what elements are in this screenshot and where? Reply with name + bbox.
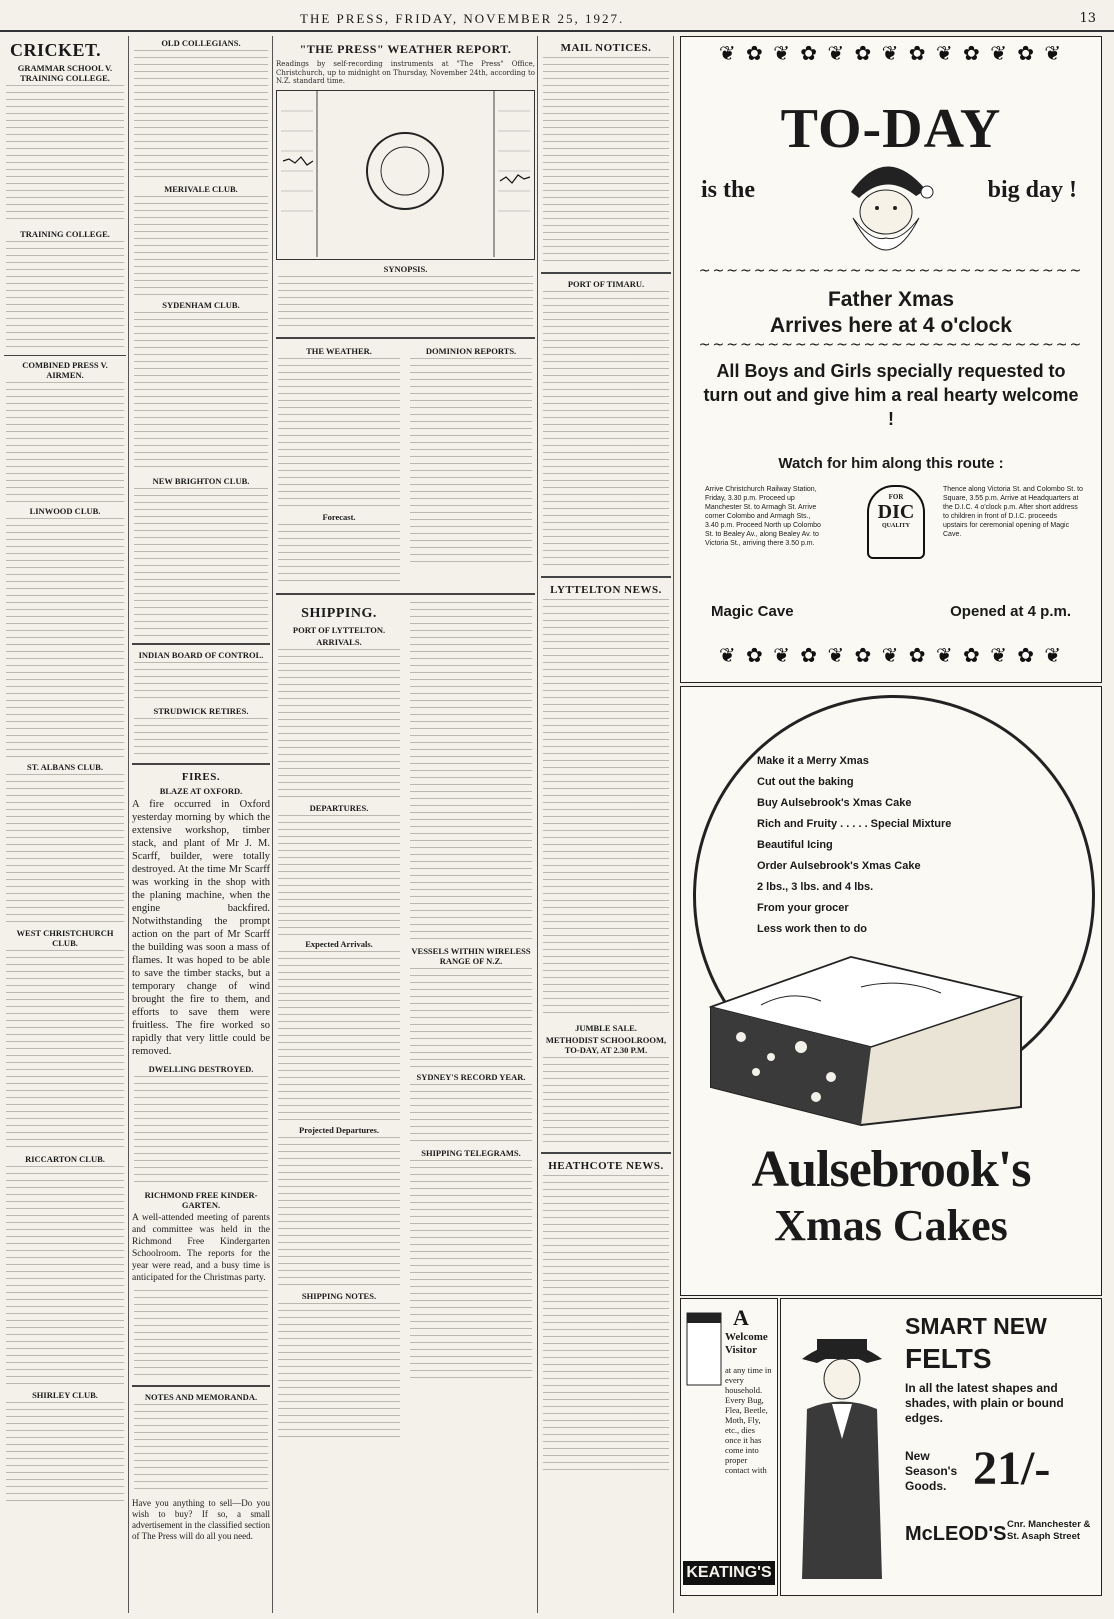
ad-text: Cut out the baking	[757, 776, 854, 788]
weather-subtitle: Readings by self-recording instruments at "The Press" Office, Christchurch, up to midnight on Thursday, November 24th, according to N.Z. standard time.	[276, 60, 535, 85]
ad-text: Cnr. Manchester & St. Asaph Street	[1007, 1519, 1091, 1542]
article-body	[278, 1137, 400, 1287]
article-heading: MERIVALE CLUB.	[164, 184, 238, 194]
article-heading: SYDNEY'S RECORD YEAR.	[416, 1071, 526, 1082]
article-body	[6, 1402, 124, 1502]
weather-right	[408, 344, 534, 588]
divider	[132, 643, 270, 645]
ad-father-text	[701, 287, 1081, 339]
article-heading: PORT OF LYTTELTON.	[292, 624, 386, 635]
article-body	[410, 602, 532, 942]
article-body	[6, 85, 124, 225]
weather-chart	[276, 90, 535, 260]
ad-brand: McLEOD'S	[905, 1523, 1007, 1545]
holly-border-icon: ❦ ✿ ❦ ✿ ❦ ✿ ❦ ✿ ❦ ✿ ❦ ✿ ❦	[718, 643, 1064, 667]
article-heading: RICHMOND FREE KINDER-GARTEN.	[144, 1190, 258, 1210]
article-heading: Projected Departures.	[299, 1124, 379, 1135]
article-heading: VESSELS WITHIN WIRELESS RANGE OF N.Z.	[411, 945, 531, 966]
ad-text: Opened at 4 p.m.	[950, 603, 1071, 620]
ad-text: at any time in every household. Every Bug, Flea, Beetle, Moth, Fly, etc., dies once it has come into proper contact with	[725, 1365, 772, 1475]
ad-text: SMART NEW	[905, 1313, 1047, 1339]
article-heading: NOTES AND MEMORANDA.	[144, 1392, 258, 1402]
column-weather-shipping	[276, 36, 535, 1613]
page-number: 13	[1079, 11, 1096, 26]
section-heading-weather: "THE PRESS" WEATHER REPORT.	[299, 42, 512, 56]
ad-brand: Aulsebrook's	[751, 1141, 1031, 1198]
article-body	[134, 662, 268, 702]
article-body	[278, 815, 400, 935]
article-heading: WEST CHRISTCHURCH CLUB.	[16, 928, 114, 948]
article-heading: COMBINED PRESS V. AIRMEN.	[22, 360, 108, 380]
article-heading: GRAMMAR SCHOOL V. TRAINING COLLEGE.	[17, 63, 113, 83]
column-clubs-news	[132, 36, 270, 1613]
masthead	[0, 0, 1114, 32]
holly-border-icon: ~~~~~~~~~~~~~~~~~~~~~~~~~~~~	[698, 337, 1084, 353]
ad-text: From your grocer	[757, 902, 849, 914]
divider	[541, 1152, 671, 1154]
ad-keating-head	[725, 1331, 775, 1357]
article-body	[543, 1057, 669, 1147]
ad-text: big day !	[987, 177, 1077, 203]
divider	[132, 763, 270, 765]
dic-logo-text: DIC	[877, 501, 915, 523]
article-body	[410, 358, 532, 568]
article-heading: THE WEATHER.	[306, 345, 372, 356]
article-body	[134, 312, 268, 472]
article-body	[6, 382, 124, 502]
advert-aulsebrooks	[680, 686, 1102, 1296]
ad-text: Father Xmas	[827, 288, 955, 311]
article-heading: NEW BRIGHTON CLUB.	[152, 476, 250, 486]
holly-border-icon: ❦ ✿ ❦ ✿ ❦ ✿ ❦ ✿ ❦ ✿ ❦ ✿ ❦	[718, 41, 1064, 65]
ad-text: Welcome	[725, 1331, 768, 1343]
section-heading-lyttelton: LYTTELTON NEWS.	[550, 584, 662, 596]
shipping-split	[276, 600, 535, 1447]
article-heading: METHODIST SCHOOLROOM, TO-DAY, AT 2.30 P.M.	[545, 1035, 667, 1055]
article-body	[410, 968, 532, 1068]
ad-text: Less work then to do	[757, 923, 868, 935]
ad-text: Watch for him along this route :	[778, 455, 1004, 472]
article-body	[134, 1076, 268, 1186]
divider	[4, 355, 126, 356]
santa-icon	[831, 152, 941, 272]
dic-logo-text: QUALITY	[881, 523, 910, 529]
article-heading: ST. ALBANS CLUB.	[27, 762, 103, 772]
section-heading-fires: FIRES.	[181, 771, 221, 783]
column-rule	[272, 36, 273, 1613]
ad-text: Magic Cave	[711, 603, 794, 620]
article-body	[278, 649, 400, 799]
article-body	[278, 1303, 400, 1443]
article-heading: TRAINING COLLEGE.	[20, 229, 110, 239]
divider	[132, 1385, 270, 1387]
divider	[276, 337, 535, 339]
tin-icon	[685, 1309, 723, 1389]
article-body	[6, 950, 124, 1150]
ad-text: Order Aulsebrook's Xmas Cake	[757, 860, 921, 872]
article-body	[543, 57, 669, 267]
article-body	[278, 951, 400, 1121]
article-body	[6, 774, 124, 924]
article-heading: Expected Arrivals.	[305, 938, 373, 949]
article-heading: BLAZE AT OXFORD.	[159, 786, 243, 796]
article-body	[134, 1290, 268, 1380]
ad-price: 21/-	[973, 1442, 1051, 1495]
article-body	[134, 1404, 268, 1494]
ad-text: Make it a Merry Xmas	[757, 755, 869, 767]
article-heading: SHIRLEY CLUB.	[32, 1390, 98, 1400]
weather-split	[276, 344, 535, 588]
column-rule	[128, 36, 129, 1613]
ad-text: Visitor	[725, 1344, 757, 1356]
section-heading-cricket: CRICKET.	[10, 40, 102, 60]
column-rule	[537, 36, 538, 1613]
divider	[541, 272, 671, 274]
article-body	[6, 518, 124, 758]
cake-icon	[701, 937, 1031, 1127]
holly-border-icon: ~~~~~~~~~~~~~~~~~~~~~~~~~~~~	[698, 263, 1084, 279]
ad-headline: TO-DAY	[780, 98, 1002, 160]
route-left: Arrive Christchurch Railway Station, Friday, 3.30 p.m. Proceed up Manchester St. to Armagh St. Arrive corner Colombo and Armagh Sts., 3.40 p.m. Proceed North up Colombo St. to Bealey Av., along Bealey Av. to Victoria St., arriving there 3.50 p.m.	[705, 486, 821, 547]
article-heading: SYNOPSIS.	[383, 263, 428, 274]
route-right: Thence along Victoria St. and Colombo St. to Square, 3.55 p.m. Arrive at Headquarters at the D.I.C. 4 o'clock p.m. After short address to children in front of D.I.C. proceeds upstairs for ceremonial opening of Magic Cave.	[943, 486, 1083, 538]
article-lead: A well-attended meeting of parents and committee was held in the Richmond Free Kindergarten Schoolroom. The reports for the year were read, and a busy time is anticipated for the Christmas party.	[132, 1213, 270, 1283]
masthead-title: THE PRESS, FRIDAY, NOVEMBER 25, 1927.	[300, 11, 625, 26]
article-body	[543, 291, 669, 571]
column-rule	[673, 36, 674, 1613]
article-heading: INDIAN BOARD OF CONTROL.	[138, 650, 264, 660]
article-body	[134, 196, 268, 296]
article-body	[543, 1175, 669, 1475]
man-in-hat-icon	[787, 1309, 897, 1589]
article-heading: SHIPPING TELEGRAMS.	[421, 1147, 521, 1158]
shipping-left	[276, 600, 402, 1447]
section-heading-heathcote: HEATHCOTE NEWS.	[548, 1160, 664, 1172]
dic-logo-text: FOR	[888, 493, 904, 501]
article-heading: ARRIVALS.	[316, 636, 362, 647]
ad-cake-text	[757, 751, 1057, 940]
article-heading: RICCARTON CLUB.	[25, 1154, 105, 1164]
advert-keatings	[680, 1298, 778, 1596]
ad-text: In all the latest shapes and shades, with plain or bound edges.	[905, 1381, 1064, 1425]
ad-text: Arrives here at 4 o'clock	[770, 314, 1012, 337]
section-heading-shipping: SHIPPING.	[301, 605, 377, 621]
article-body	[410, 1084, 532, 1144]
advert-mcleods	[780, 1298, 1102, 1596]
article-body	[278, 524, 400, 584]
ad-text: New Season's Goods.	[905, 1449, 958, 1493]
article-heading: STRUDWICK RETIRES.	[153, 706, 249, 716]
ad-text: FELTS	[905, 1343, 992, 1374]
article-heading: Forecast.	[322, 511, 356, 522]
dic-logo	[867, 485, 925, 559]
article-heading: DEPARTURES.	[309, 802, 369, 813]
weather-left	[276, 344, 402, 588]
ad-text: All Boys and Girls specially requested to turn out and give him a real hearty welcome !	[703, 361, 1079, 429]
article-body	[134, 488, 268, 638]
ad-text: is the	[701, 177, 755, 203]
ad-text: 2 lbs., 3 lbs. and 4 lbs.	[757, 881, 874, 893]
article-body	[278, 358, 400, 508]
ad-text: Beautiful Icing	[757, 839, 833, 851]
section-heading-mail: MAIL NOTICES.	[560, 42, 652, 54]
advert-father-xmas	[680, 36, 1102, 683]
article-body	[6, 1166, 124, 1386]
article-body	[410, 1160, 532, 1380]
ad-text: Rich and Fruity . . . . . Special Mixture	[757, 818, 952, 830]
ad-text: A	[733, 1305, 749, 1330]
ad-brand: Xmas Cakes	[774, 1201, 1008, 1250]
article-body	[134, 718, 268, 758]
classified-note: Have you anything to sell—Do you wish to buy? If so, a small advertisement in the classified section of The Press will do all you need.	[132, 1498, 270, 1541]
article-heading: DWELLING DESTROYED.	[148, 1064, 254, 1074]
article-heading: LINWOOD CLUB.	[29, 506, 101, 516]
article-body	[543, 599, 669, 1019]
column-notices	[541, 36, 671, 1613]
divider	[276, 593, 535, 595]
article-body	[134, 50, 268, 180]
ad-text: Buy Aulsebrook's Xmas Cake	[757, 797, 912, 809]
divider	[541, 576, 671, 578]
shipping-right	[408, 600, 534, 1447]
article-heading: OLD COLLEGIANS.	[161, 38, 241, 48]
article-body	[278, 276, 533, 332]
column-sport	[4, 36, 126, 1613]
article-lead: A fire occurred in Oxford yesterday morning by which the extensive workshop, timber stack, and plant of Mr J. M. Scarff, builder, were totally destroyed. At the time Mr Scarff was working in the shop with the planing machine, when the engine backfired. Notwithstanding the prompt action on the part of Mr Scarff the building was soon a mass of flames. It was hoped to be able to save the timber stacks, but a temporary change of wind brought the fire to them, and efforts to save them were fruitless. The fire worked so rapidly that very little could be removed.	[132, 799, 270, 1057]
article-heading: SHIPPING NOTES.	[301, 1290, 377, 1301]
article-heading: PORT OF TIMARU.	[567, 279, 645, 289]
article-heading: JUMBLE SALE.	[575, 1023, 637, 1033]
article-heading: DOMINION REPORTS.	[425, 345, 517, 356]
article-heading: SYDENHAM CLUB.	[162, 300, 240, 310]
article-body	[6, 241, 124, 351]
ad-brand: KEATING'S	[683, 1561, 775, 1585]
